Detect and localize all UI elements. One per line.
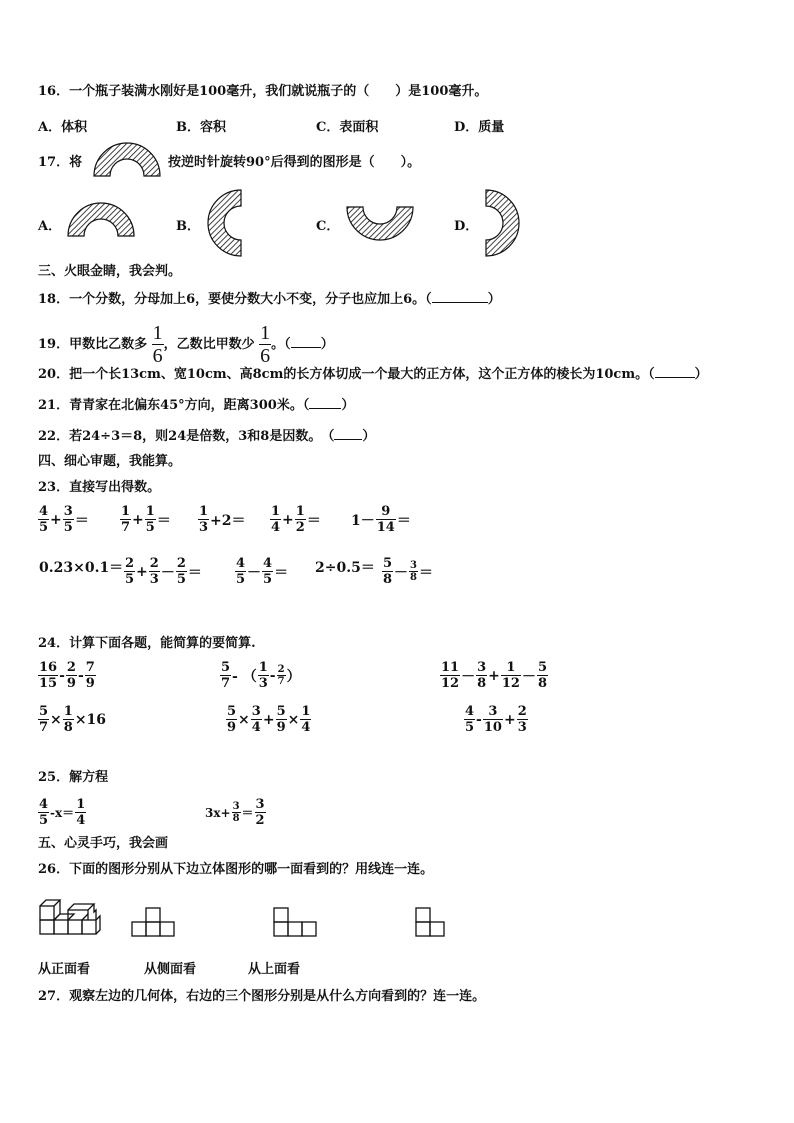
q23-r2-e4: 2÷0.5＝: [315, 559, 375, 576]
q26-view-label-side: 从侧面看: [144, 962, 197, 977]
q26-solid-figure: [38, 896, 102, 942]
q26-view-shape-3: [414, 906, 448, 940]
q24-title: 24．计算下面各题，能简算的要简算.: [38, 636, 256, 651]
q19-answer-blank[interactable]: [291, 335, 321, 348]
section-4-heading: 四、细心审题，我能算。: [38, 454, 182, 469]
q21-stem: 21．青青家在北偏东45°方向，距离300米。（: [38, 398, 310, 413]
q23-r2-e1: 0.23×0.1＝: [39, 559, 124, 576]
q19-part-b: ，乙数比甲数少: [163, 337, 255, 352]
q26-view-shape-1: [130, 906, 178, 940]
q21-answer-blank[interactable]: [309, 396, 341, 409]
q24-expr-1: $\frac{16}{15}$ - $\frac{2}{9}$ - $\frac{7}{9}$: [39, 660, 95, 691]
q24-expr-3: $\frac{11}{12}$ － $\frac{3}{8}$ + $\frac{1}{12}$ － $\frac{5}{8}$: [441, 660, 548, 691]
q24-expr-6: $\frac{4}{5}$ - $\frac{3}{10}$ + $\frac{2}{3}$: [465, 704, 527, 735]
q26-title: 26．下面的图形分别从下边立体图形的哪一面看到的？用线连一连。: [38, 862, 434, 877]
q20-stem: 20．把一个长13cm、宽10cm、高8cm的长方体切成一个最大的正方体，这个正方体的棱长为10cm。（: [38, 367, 655, 382]
q17-option-b-shape: [206, 188, 242, 258]
q16-option-b: B．容积: [176, 120, 226, 135]
q19-fraction-2: $\frac{1}{6}$: [260, 322, 271, 367]
q17-label-b: B．: [176, 219, 200, 234]
q17-prefix: 17．将: [38, 155, 83, 170]
q16-option-a: A．体积: [38, 120, 88, 135]
q22-stem: 22．若24÷3＝8，则24是倍数，3和8是因数。 （: [38, 429, 335, 444]
q23-r2-e5: $\frac{5}{8}$ － $\frac{3}{8}$ ＝: [383, 556, 434, 587]
q23-r1-e4: $\frac{1}{4}$ + $\frac{1}{2}$ ＝: [271, 504, 321, 535]
q23-r1-e2: $\frac{1}{7}$ + $\frac{1}{5}$ ＝: [121, 504, 171, 535]
q24-expr-4: $\frac{5}{7}$ × $\frac{1}{8}$ ×16: [39, 704, 107, 735]
q17-label-a: A．: [38, 219, 62, 234]
q18-close-paren: ）: [487, 292, 501, 307]
q26-view-shape-2: [272, 906, 320, 940]
q19-part-a: 19．甲数比乙数多: [38, 337, 148, 352]
q17-label-c: C．: [316, 219, 340, 234]
q23-r1-e5: 1－ $\frac{9}{14}$ ＝: [351, 504, 411, 535]
q23-r2-e2: $\frac{2}{5}$ + $\frac{2}{3}$ － $\frac{2}{5}$ ＝: [125, 556, 202, 587]
q27-text: 27．观察左边的几何体，右边的三个图形分别是从什么方向看到的？连一连。: [38, 989, 486, 1004]
q19-text: 19．甲数比乙数多 $\frac{1}{6}$ ，乙数比甲数少 $\frac{1}{6}$ 。（ ）: [38, 322, 334, 367]
q20-answer-blank[interactable]: [655, 365, 695, 378]
q23-r1-e3: $\frac{1}{3}$ +2＝: [199, 504, 246, 535]
q25-equation-1: $\frac{4}{5}$ -x＝ $\frac{1}{4}$: [39, 797, 86, 828]
q22-answer-blank[interactable]: [334, 427, 362, 440]
q16-stem: 16．一个瓶子装满水刚好是100毫升，我们就说瓶子的（ ）是100毫升。: [38, 84, 488, 99]
q17-suffix: 按逆时针旋转90°后得到的图形是（ ）。: [168, 155, 421, 170]
q20-text: 20．把一个长13cm、宽10cm、高8cm的长方体切成一个最大的正方体，这个正方体的棱长为10cm。（ ）: [38, 367, 708, 382]
q23-r2-e3: $\frac{4}{5}$ － $\frac{4}{5}$ ＝: [236, 556, 289, 587]
section-5-heading: 五、心灵手巧，我会画: [38, 836, 169, 851]
q17-label-d: D．: [454, 219, 479, 234]
q18-text: [38, 290, 501, 308]
q19-fraction-1: $\frac{1}{6}$: [152, 322, 163, 367]
q18-answer-blank[interactable]: [432, 290, 488, 303]
q17-option-c-shape: [345, 205, 415, 241]
q17-option-d-shape: [485, 188, 521, 258]
q26-view-label-top: 从上面看: [248, 962, 301, 977]
q17-option-a-shape: [66, 202, 136, 238]
q23-title: 23．直接写出得数。: [38, 480, 161, 495]
q22-text: 22．若24÷3＝8，则24是倍数，3和8是因数。 （ ）: [38, 429, 376, 444]
q16-option-c: C．表面积: [316, 120, 379, 135]
q24-expr-5: $\frac{5}{9}$ × $\frac{3}{4}$ + $\frac{5}{9}$ × $\frac{1}{4}$: [227, 704, 311, 735]
q19-part-c: 。（: [271, 337, 291, 352]
q25-equation-2: 3x+ $\frac{3}{8}$ ＝ $\frac{3}{2}$: [205, 797, 265, 828]
q25-title: 25．解方程: [38, 770, 109, 785]
q18-stem: 18．一个分数，分母加上6，要使分数大小不变，分子也应加上6。（: [38, 292, 432, 307]
section-3-heading: 三、火眼金睛，我会判。: [38, 264, 182, 279]
q16-option-d: D．质量: [454, 120, 505, 135]
q23-r1-e1: $\frac{4}{5}$ + $\frac{3}{5}$ ＝: [39, 504, 89, 535]
q21-text: 21．青青家在北偏东45°方向，距离300米。（ ）: [38, 398, 355, 413]
q24-expr-2: $\frac{5}{7}$ - （ $\frac{1}{3}$ - $\frac{2}{7}$ ）: [221, 660, 301, 691]
q26-view-label-front: 从正面看: [38, 962, 91, 977]
q17-original-arch-shape: [92, 138, 162, 178]
